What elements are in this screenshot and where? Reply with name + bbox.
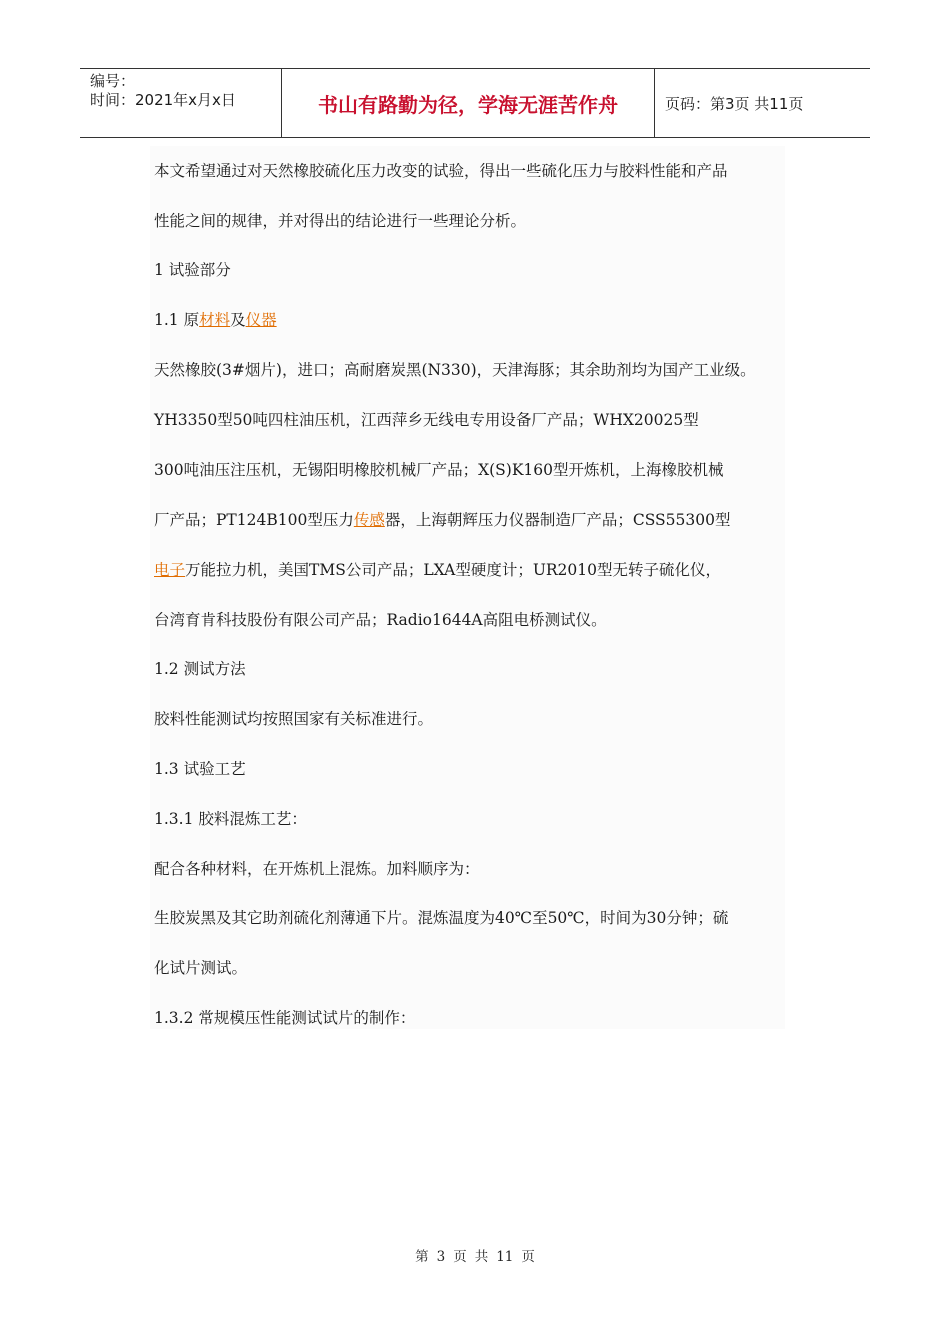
paragraph-line: 配合各种材料，在开炼机上混炼。加料顺序为：: [154, 860, 480, 878]
header-page-info: 页码：第3页 共11页: [665, 94, 804, 113]
page-header: [80, 68, 870, 138]
text-run: 厂产品；PT124B100型压力: [154, 511, 354, 529]
paragraph-line: 化试片测试。: [154, 959, 248, 977]
paragraph-line: YH3350型50吨四柱油压机，江西萍乡无线电专用设备厂产品；WHX20025型: [154, 411, 699, 429]
header-meta: [80, 69, 282, 137]
paragraph-line: 性能之间的规律，并对得出的结论进行一些理论分析。: [154, 212, 527, 230]
subsection-heading: 1.2 测试方法: [154, 660, 246, 678]
footer-total-pages: 11: [496, 1249, 514, 1265]
footer-text: 页: [453, 1249, 467, 1265]
text-run: 万能拉力机，美国TMS公司产品；LXA型硬度计；UR2010型无转子硫化仪，: [185, 561, 721, 579]
paragraph-line: 胶料性能测试均按照国家有关标准进行。: [154, 710, 434, 728]
paragraph-line: 生胶炭黑及其它助剂硫化剂薄通下片。混炼温度为40℃至50℃，时间为30分钟；硫: [154, 909, 729, 927]
subsection-heading: 1.3.2 常规模压性能测试试片的制作：: [154, 1009, 416, 1027]
header-motto: 书山有路勤为径，学海无涯苦作舟: [282, 69, 655, 137]
subsection-heading: [154, 309, 277, 331]
sensor-link[interactable]: 传感: [353, 511, 385, 529]
subsection-heading: 1.3.1 胶料混炼工艺：: [154, 810, 307, 828]
materials-link[interactable]: 材料: [199, 311, 231, 329]
page-footer: [0, 1245, 950, 1265]
heading-text: 1.1 原: [154, 311, 200, 329]
paragraph-line: 本文希望通过对天然橡胶硫化压力改变的试验，得出一些硫化压力与胶料性能和产品: [154, 162, 728, 180]
footer-text: 页: [521, 1249, 535, 1265]
paragraph-line: [154, 559, 721, 581]
footer-text: 共: [474, 1249, 489, 1265]
instruments-link[interactable]: 仪器: [245, 311, 277, 329]
time-label: 时间：2021年x月x日: [90, 91, 236, 109]
number-label: 编号：: [90, 72, 136, 90]
electronics-link[interactable]: 电子: [154, 561, 186, 579]
paragraph-line: [154, 509, 730, 531]
text-run: 器，上海朝辉压力仪器制造厂产品；CSS55300型: [384, 511, 731, 529]
section-heading: 1 试验部分: [154, 261, 231, 279]
paragraph-line: 300吨油压注压机，无锡阳明橡胶机械厂产品；X(S)K160型开炼机，上海橡胶机械: [154, 461, 724, 479]
heading-text: 及: [230, 311, 246, 329]
paragraph-line: 天然橡胶(3#烟片)，进口；高耐磨炭黑(N330)，天津海豚；其余助剂均为国产工业级。: [154, 361, 756, 379]
subsection-heading: 1.3 试验工艺: [154, 760, 246, 778]
footer-text: 第: [415, 1249, 429, 1265]
content-background: [150, 146, 785, 1029]
footer-page-number: 3: [436, 1249, 446, 1265]
paragraph-line: 台湾育肯科技股份有限公司产品；Radio1644A高阻电桥测试仪。: [154, 611, 607, 629]
